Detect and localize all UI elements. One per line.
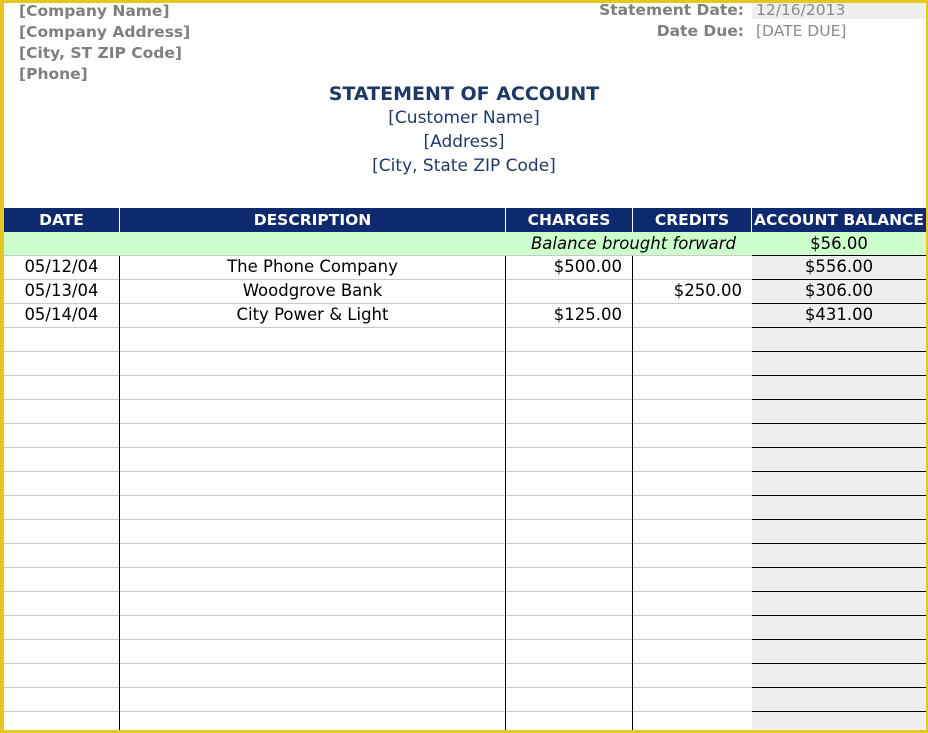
column-divider	[505, 256, 506, 730]
balance-cell	[752, 400, 926, 424]
company-block	[19, 1, 190, 85]
balance-row-divider	[752, 591, 926, 592]
header-divider	[751, 208, 752, 232]
cell-date[interactable]: 05/14/04	[24, 305, 99, 324]
balance-row-divider	[752, 495, 926, 496]
balance-row-divider	[752, 471, 926, 472]
balance-row-divider	[752, 687, 926, 688]
balance-row-divider	[752, 711, 926, 712]
date-due-value[interactable]: [DATE DUE]	[756, 22, 847, 40]
cell-description[interactable]: City Power & Light	[236, 305, 389, 324]
cell-date[interactable]: 05/12/04	[24, 257, 99, 276]
header-divider	[632, 208, 633, 232]
balance-cell	[752, 712, 926, 733]
balance-cell	[752, 640, 926, 664]
balance-cell	[752, 448, 926, 472]
company-phone[interactable]: [Phone]	[19, 65, 88, 83]
cell-balance[interactable]: $306.00	[804, 281, 874, 300]
company-name[interactable]: [Company Name]	[19, 2, 170, 20]
balance-cell	[752, 568, 926, 592]
balance-cell	[752, 352, 926, 376]
balance-row-divider	[752, 543, 926, 544]
balance-cell	[752, 616, 926, 640]
company-address[interactable]: [Company Address]	[19, 23, 191, 41]
balance-row-divider	[752, 615, 926, 616]
header-charges: CHARGES	[506, 208, 632, 232]
date-due-label: Date Due:	[656, 22, 744, 40]
cell-balance[interactable]: $431.00	[804, 305, 874, 324]
cell-description[interactable]: Woodgrove Bank	[242, 281, 383, 300]
forward-balance[interactable]: $56.00	[810, 234, 868, 253]
cell-credits[interactable]	[633, 255, 742, 279]
balance-cell	[752, 664, 926, 688]
balance-cell	[752, 424, 926, 448]
header-description: DESCRIPTION	[120, 208, 505, 232]
balance-row-divider	[752, 567, 926, 568]
balance-row-divider	[752, 375, 926, 376]
header-divider	[505, 208, 506, 232]
statement-date-value[interactable]: 12/16/2013	[756, 1, 846, 19]
balance-cell	[752, 520, 926, 544]
balance-row-divider	[752, 519, 926, 520]
balance-cell	[752, 328, 926, 352]
balance-row-divider	[752, 663, 926, 664]
balance-row-divider	[752, 639, 926, 640]
header-divider	[119, 208, 120, 232]
balance-row-divider	[752, 447, 926, 448]
customer-address[interactable]: [Address]	[423, 132, 505, 152]
header-date: DATE	[4, 208, 119, 232]
balance-row-divider	[752, 351, 926, 352]
company-city[interactable]: [City, ST ZIP Code]	[19, 44, 182, 62]
cell-charges[interactable]	[506, 279, 622, 303]
cell-date[interactable]: 05/13/04	[24, 281, 99, 300]
header-account-balance: ACCOUNT BALANCE	[752, 208, 926, 232]
cell-charges[interactable]: $125.00	[553, 305, 622, 324]
statement-date-label: Statement Date:	[599, 1, 744, 19]
forward-label: Balance brought forward	[530, 234, 736, 253]
balance-row-divider	[752, 327, 926, 328]
balance-cell	[752, 376, 926, 400]
cell-charges[interactable]: $500.00	[553, 257, 622, 276]
customer-city[interactable]: [City, State ZIP Code]	[372, 156, 556, 176]
balance-cell	[752, 592, 926, 616]
customer-name[interactable]: [Customer Name]	[388, 108, 540, 128]
balance-cell	[752, 472, 926, 496]
balance-cell	[752, 688, 926, 712]
header-credits: CREDITS	[633, 208, 751, 232]
cell-description[interactable]: The Phone Company	[227, 257, 398, 276]
balance-row-divider	[752, 423, 926, 424]
cell-credits[interactable]	[633, 303, 742, 327]
cell-credits[interactable]: $250.00	[673, 281, 742, 300]
column-divider	[632, 256, 633, 730]
balance-cell	[752, 496, 926, 520]
page-title: STATEMENT OF ACCOUNT	[328, 83, 600, 105]
cell-balance[interactable]: $556.00	[804, 257, 874, 276]
balance-row-divider	[752, 399, 926, 400]
column-divider	[119, 256, 120, 730]
balance-cell	[752, 544, 926, 568]
